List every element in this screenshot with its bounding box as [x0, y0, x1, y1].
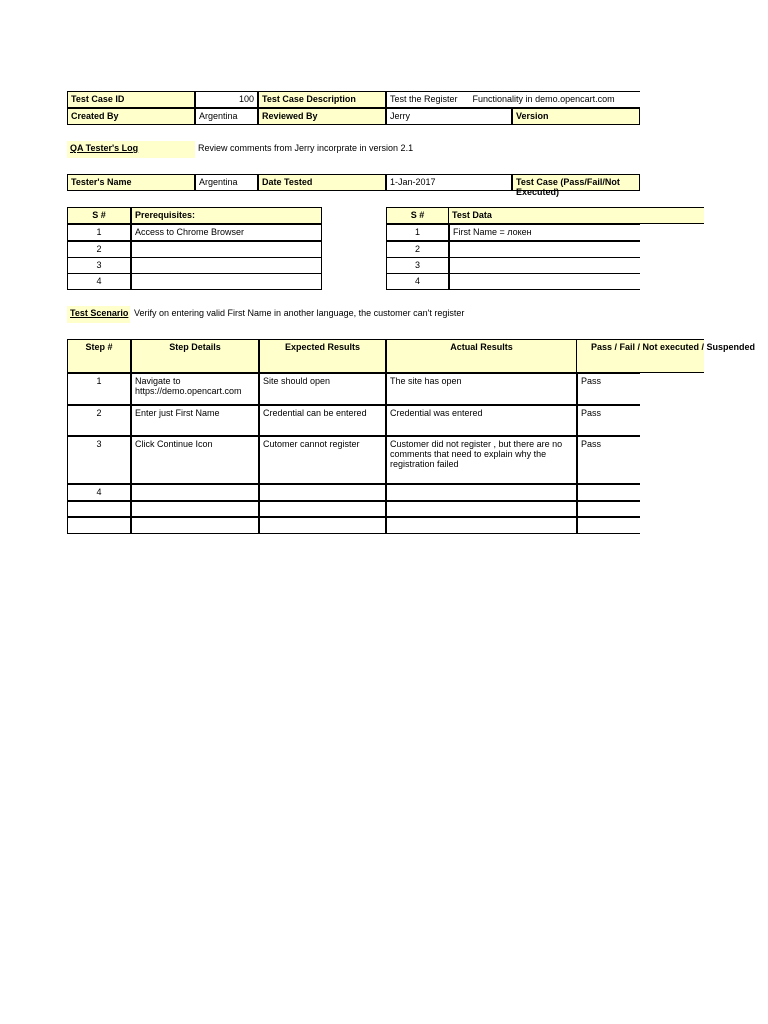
prereq-row-text[interactable]: Access to Chrome Browser	[131, 224, 322, 241]
step-actual[interactable]	[386, 484, 577, 501]
steps-header-step: Step #	[67, 339, 131, 373]
prereq-row-sno: 1	[67, 224, 131, 241]
step-expected[interactable]	[259, 501, 386, 517]
testdata-row-text[interactable]	[449, 273, 640, 290]
reviewed-by-value[interactable]: Jerry	[386, 108, 512, 125]
step-actual[interactable]	[386, 517, 577, 534]
test-case-id-value[interactable]: 100	[195, 91, 258, 108]
testdata-row-sno: 3	[386, 257, 449, 274]
testdata-row-text[interactable]	[449, 241, 640, 258]
prereq-row-text[interactable]	[131, 241, 322, 258]
tester-name-label: Tester's Name	[67, 174, 195, 191]
test-case-id-label: Test Case ID	[67, 91, 195, 108]
testdata-row-sno: 1	[386, 224, 449, 241]
prereq-row-text[interactable]	[131, 257, 322, 274]
date-tested-value[interactable]: 1-Jan-2017	[386, 174, 512, 191]
step-actual[interactable]: The site has open	[386, 373, 577, 405]
prereq-header-title: Prerequisites:	[131, 207, 322, 224]
step-details[interactable]	[131, 501, 259, 517]
step-status[interactable]: Pass	[577, 373, 640, 405]
testdata-header-title: Test Data	[449, 207, 704, 224]
testdata-row-text[interactable]	[449, 257, 640, 274]
testdata-header-sno: S #	[386, 207, 449, 224]
test-case-description-value[interactable]: Test the Register Functionality in demo.opencart.com	[386, 91, 640, 108]
step-details[interactable]	[131, 517, 259, 534]
step-number	[67, 517, 131, 534]
steps-header-actual: Actual Results	[386, 339, 577, 373]
prereq-row-sno: 4	[67, 273, 131, 290]
step-expected[interactable]: Credential can be entered	[259, 405, 386, 436]
qa-log-value[interactable]: Review comments from Jerry incorprate in version 2.1	[198, 143, 414, 153]
step-details[interactable]: Navigate to https://demo.opencart.com	[131, 373, 259, 405]
step-expected[interactable]	[259, 517, 386, 534]
steps-header-expected: Expected Results	[259, 339, 386, 373]
step-actual[interactable]: Credential was entered	[386, 405, 577, 436]
step-details[interactable]: Click Continue Icon	[131, 436, 259, 484]
test-case-description-label: Test Case Description	[258, 91, 386, 108]
test-scenario-label: Test Scenario	[67, 306, 130, 323]
step-expected[interactable]: Site should open	[259, 373, 386, 405]
created-by-value[interactable]: Argentina	[195, 108, 258, 125]
step-actual[interactable]	[386, 501, 577, 517]
prereq-row-text[interactable]	[131, 273, 322, 290]
testdata-row-text[interactable]: First Name = локен	[449, 224, 640, 241]
date-tested-label: Date Tested	[258, 174, 386, 191]
step-status[interactable]: Pass	[577, 436, 640, 484]
step-details[interactable]	[131, 484, 259, 501]
steps-header-details: Step Details	[131, 339, 259, 373]
test-scenario-value[interactable]: Verify on entering valid First Name in another language, the customer can't register	[134, 308, 465, 318]
step-status[interactable]	[577, 517, 640, 534]
version-label: Version	[512, 108, 640, 125]
step-status[interactable]: Pass	[577, 405, 640, 436]
step-number: 2	[67, 405, 131, 436]
step-number: 1	[67, 373, 131, 405]
step-number: 4	[67, 484, 131, 501]
testdata-row-sno: 2	[386, 241, 449, 258]
prereq-row-sno: 3	[67, 257, 131, 274]
step-status[interactable]	[577, 501, 640, 517]
testdata-row-sno: 4	[386, 273, 449, 290]
step-details[interactable]: Enter just First Name	[131, 405, 259, 436]
step-number: 3	[67, 436, 131, 484]
step-expected[interactable]	[259, 484, 386, 501]
steps-header-status: Pass / Fail / Not executed / Suspended	[577, 339, 704, 373]
step-expected[interactable]: Cutomer cannot register	[259, 436, 386, 484]
test-case-result-label: Test Case (Pass/Fail/Not Executed)	[512, 174, 640, 191]
prereq-header-sno: S #	[67, 207, 131, 224]
step-actual[interactable]: Customer did not register , but there are no comments that need to explain why the registration failed	[386, 436, 577, 484]
prereq-row-sno: 2	[67, 241, 131, 258]
step-number	[67, 501, 131, 517]
step-status[interactable]	[577, 484, 640, 501]
tester-name-value[interactable]: Argentina	[195, 174, 258, 191]
created-by-label: Created By	[67, 108, 195, 125]
qa-log-label: QA Tester's Log	[67, 141, 195, 158]
reviewed-by-label: Reviewed By	[258, 108, 386, 125]
